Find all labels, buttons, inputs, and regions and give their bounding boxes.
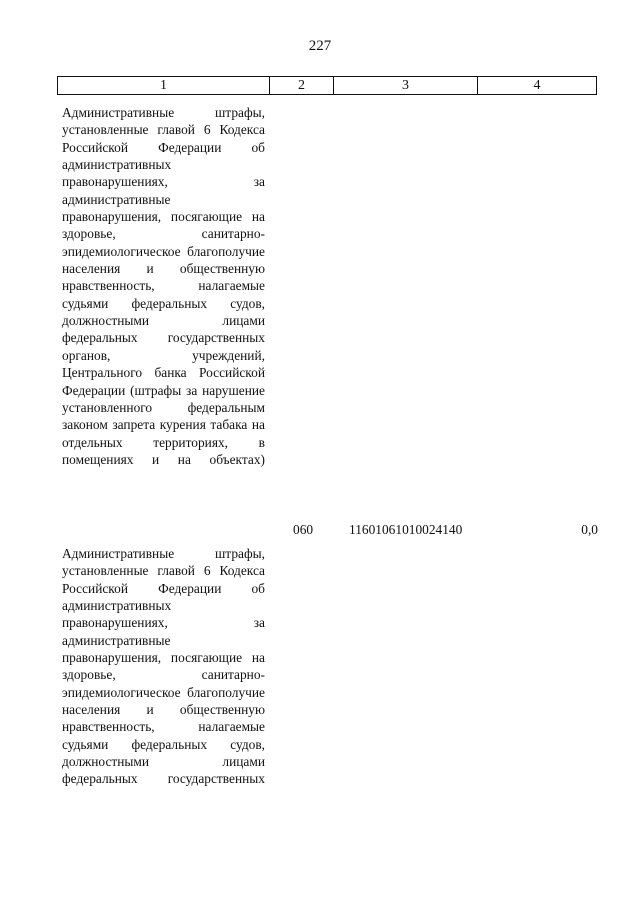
row-1-code: 060 xyxy=(293,522,314,537)
row-2-description: Административные штрафы, установленные главой 6 Кодекса Российской Федерации об административных правонарушениях, за административные правонарушения, посягающие на здоровье, санитарно-эпидемиологическое благополучие населения и общественную нравственность, налагаемые судьями федеральных судов, должностными лицами федеральных государственных xyxy=(62,546,265,787)
row-1-amount: 0,0 xyxy=(581,522,598,537)
header-col-2: 2 xyxy=(270,77,334,94)
header-col-4: 4 xyxy=(533,78,541,93)
row-1-description: Административные штрафы, установленные главой 6 Кодекса Российской Федерации об административных правонарушениях, за административные правонарушения, посягающие на здоровье, санитарно-эпидемиологическое благополучие населения и общественную нравственность, налагаемые судьями федеральных судов, должностными лицами федеральных государственных органов, учреждений, Центрального банка Российской Федерации (штрафы за нарушение установленного федеральным законом запрета курения табака на отдельных территориях, в помещениях и на объектах) xyxy=(62,105,265,467)
page-number: 227 xyxy=(308,38,332,54)
row-1-kbk: 11601061010024140 xyxy=(349,522,463,537)
table-header xyxy=(57,76,597,95)
header-col-1: 1 xyxy=(58,77,270,94)
header-col-3: 3 xyxy=(334,77,478,94)
